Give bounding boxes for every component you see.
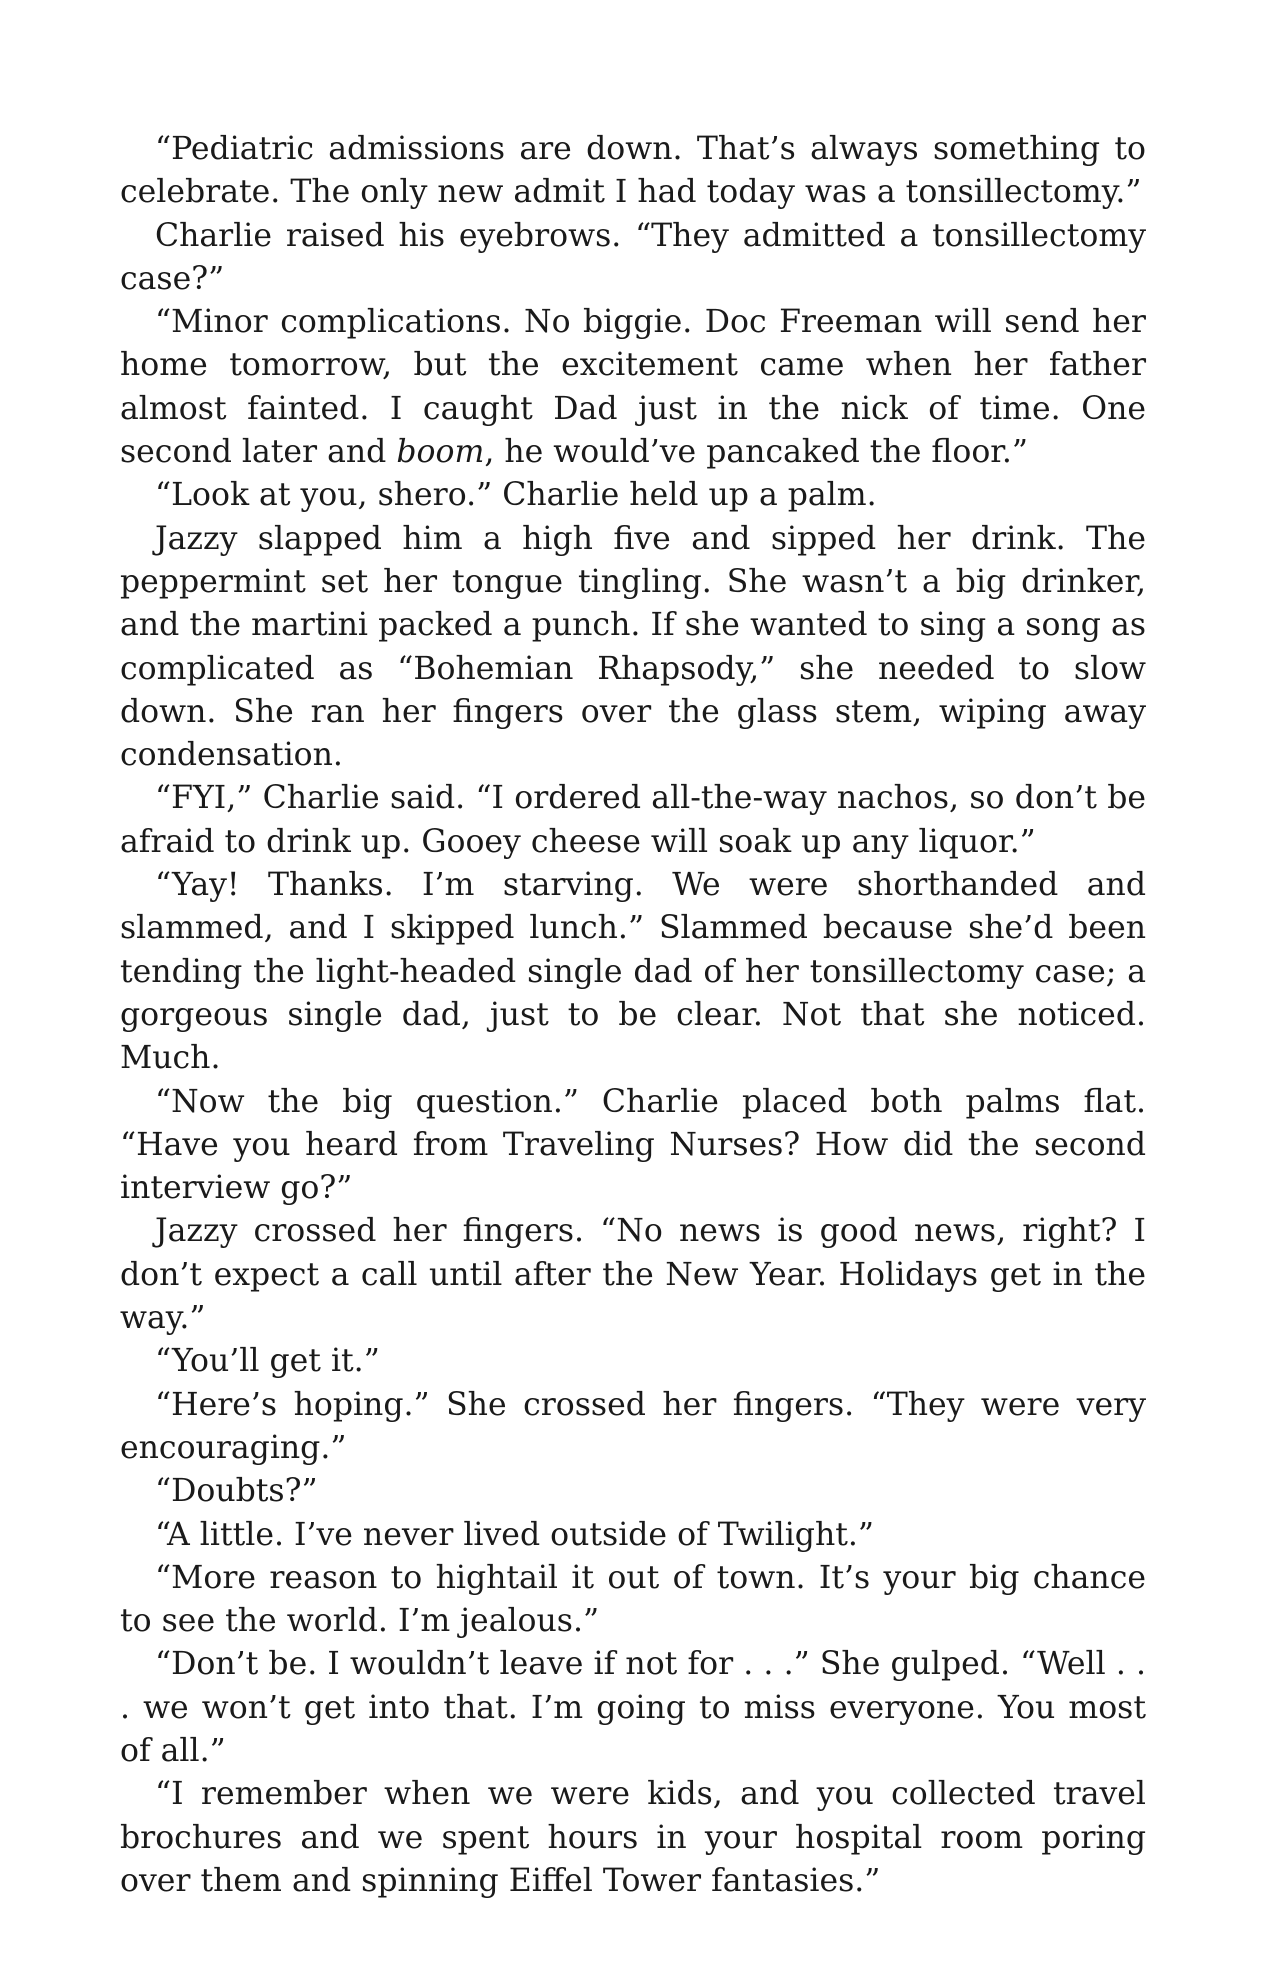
paragraph-9: Jazzy crossed her fingers. “No news is good news, right? I don’t expect a call until after the New Year. Holidays get in the way.” (120, 1213, 1146, 1337)
paragraph-16: “I remember when we were kids, and you collected travel brochures and we spent hours in your hospital room poring over them and spinning Eiffel Tower fantasies.” (120, 1776, 1146, 1899)
paragraph-8: “Now the big question.” Charlie placed both palms flat. “Have you heard from Traveling Nurses? How did the second interview go?” (120, 1083, 1146, 1207)
paragraph-3-italic-word: boom (396, 434, 485, 471)
book-page (120, 128, 1146, 1903)
paragraph-5: Jazzy slapped him a high five and sipped her drink. The peppermint set her tongue tingling. She wasn’t a big drinker, and the martini packed a punch. If she wanted to sing a song as complicated as “Bohemian Rhapsody,” she needed to slow down. She ran her fingers over the glass stem, wiping away condensation. (120, 520, 1146, 774)
paragraph-13: “A little. I’ve never lived outside of Twilight.” (155, 1516, 875, 1553)
paragraph-4: “Look at you, shero.” Charlie held up a palm. (155, 477, 877, 514)
paragraph-3-text-start: “Minor complications. No biggie. Doc Freeman will send her home tomorrow, but the excitement came when her father almost fainted. I caught Dad just in the nick of time. One second later and (120, 304, 1146, 471)
paragraph-15: “Don’t be. I wouldn’t leave if not for . . .” She gulped. “Well . . . we won’t get into that. I’m going to miss everyone. You most of all.” (120, 1646, 1146, 1769)
paragraph-6: “FYI,” Charlie said. “I ordered all-the-way nachos, so don’t be afraid to drink up. Gooey cheese will soak up any liquor.” (120, 780, 1146, 860)
paragraph-11: “Here’s hoping.” She crossed her fingers. “They were very encouraging.” (120, 1386, 1146, 1466)
paragraph-2: Charlie raised his eyebrows. “They admitted a tonsillectomy case?” (120, 217, 1146, 297)
paragraph-10: “You’ll get it.” (155, 1343, 380, 1380)
paragraph-14: “More reason to hightail it out of town. It’s your big chance to see the world. I’m jealous.” (120, 1559, 1146, 1640)
paragraph-3-text-end: , he would’ve pancaked the floor.” (484, 434, 1029, 471)
paragraph-7: “Yay! Thanks. I’m starving. We were shorthanded and slammed, and I skipped lunch.” Slammed because she’d been tending the light-headed single dad of her tonsillectomy case; a gorgeous single dad, just to be clear. Not that she noticed. Much. (120, 867, 1146, 1077)
paragraph-12: “Doubts?” (155, 1473, 318, 1510)
paragraph-1: “Pediatric admissions are down. That’s always something to celebrate. The only new admit I had today was a tonsillectomy.” (120, 131, 1146, 211)
paragraph-3 (120, 301, 1146, 474)
